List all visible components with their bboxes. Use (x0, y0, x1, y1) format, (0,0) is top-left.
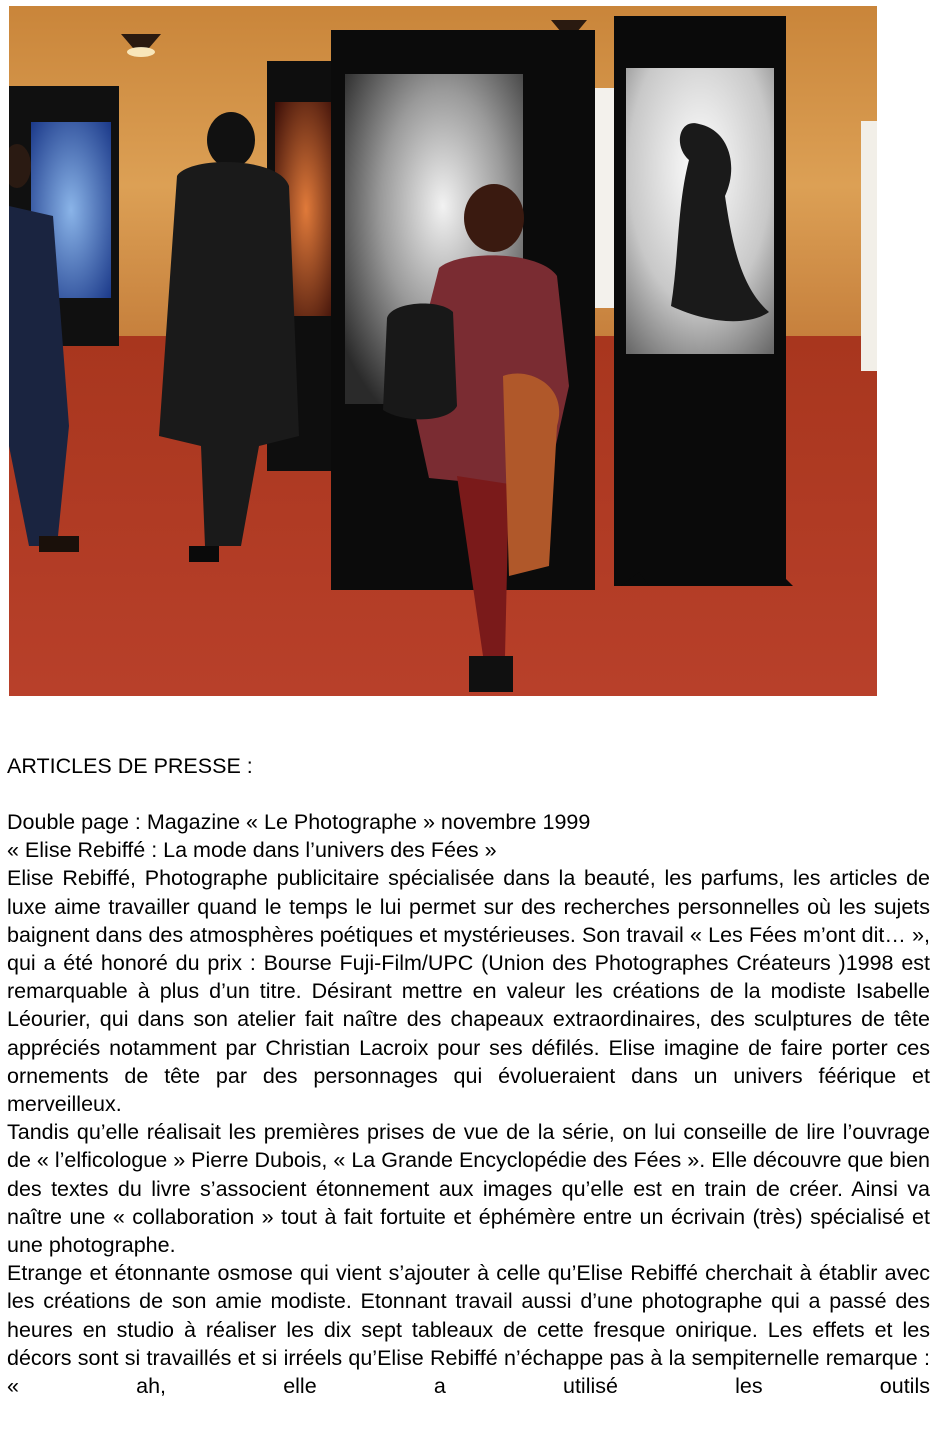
article-paragraph-2: Tandis qu’elle réalisait les premières prises de vue de la série, on lui conseille de lire l’ouvrage de « l’elficologue » Pierre Dubois, « La Grande Encyclopédie des Fées ». Elle découvre que bien des textes du livre s’associent étonnement aux images qu’elle est en train de créer. Ainsi va naître une « collaboration » tout à fait fortuite et éphémère entre un écrivain (très) spécialisé et une photographe. (7, 1120, 930, 1258)
article-source-line: Double page : Magazine « Le Photographe » novembre 1999 (7, 810, 591, 834)
section-heading: ARTICLES DE PRESSE : (7, 754, 253, 778)
article-title-line: « Elise Rebiffé : La mode dans l’univers des Fées » (7, 838, 497, 863)
exhibition-photo (9, 6, 877, 696)
article-paragraph-1: Elise Rebiffé, Photographe publicitaire spécialisée dans la beauté, les parfums, les articles de luxe aime travailler quand le temps le lui permet sur des recherches personnelles où les sujets baignent dans des atmosphères poétiques et mystérieuses. Son travail « Les Fées m’ont dit… », qui a été honoré du prix : Bourse Fuji-Film/UPC (Union des Photographes Créateurs )1998 est remarquable à plus d’un titre. Désirant mettre en valeur les créations de la modiste Isabelle Léourier, qui dans son atelier fait naître des chapeaux extraordinaires, des sculptures de tête appréciés notamment par Christian Lacroix pour ses défilés. Elise imagine de faire porter ces ornements de tête par des personnages qui évolueraient dans un univers féérique et merveilleux. (7, 866, 930, 1117)
press-article (7, 808, 930, 1400)
exhibition-photo-illustration (9, 6, 877, 696)
article-paragraph-3: Etrange et étonnante osmose qui vient s’ajouter à celle qu’Elise Rebiffé cherchait à établir avec les créations de son amie modiste. Etonnant travail aussi d’une photographe qui a passé des heures en studio à réaliser les dix sept tableaux de cette fresque onirique. Les effets et les décors sont si travaillés et si irréels qu’Elise Rebiffé n’échappe pas à la sempiternelle remarque : « ah, elle a utilisé les outils (7, 1261, 930, 1399)
